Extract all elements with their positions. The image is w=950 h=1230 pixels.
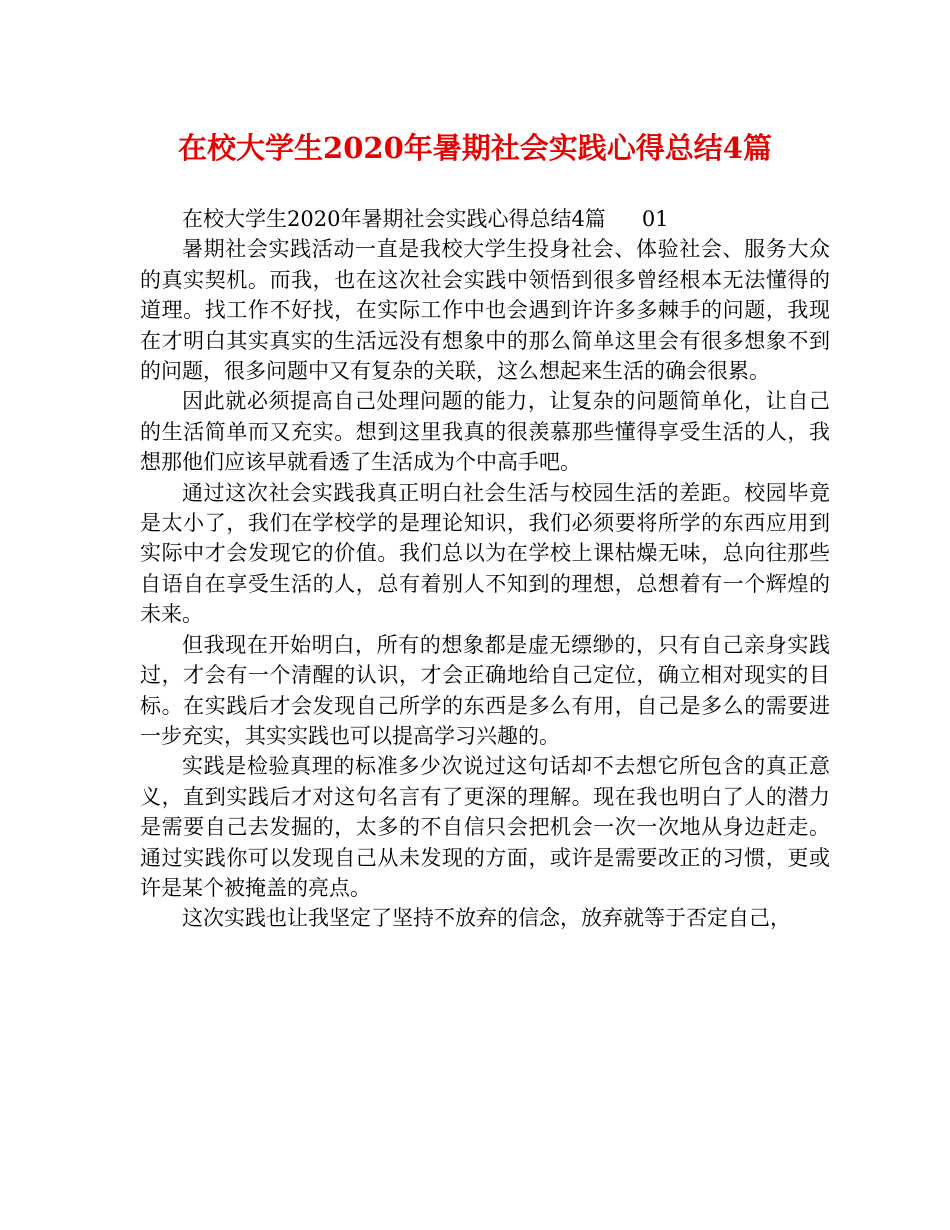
paragraph-2: 因此就必须提高自己处理问题的能力，让复杂的问题简单化，让自己的生活简单而又充实。想到这里我真的很羡慕那些懂得享受生活的人，我想那他们应该早就看透了生活成为个中高手吧。 bbox=[140, 389, 830, 475]
document-subtitle-number: 01 bbox=[641, 207, 669, 231]
paragraph-5: 实践是检验真理的标准多少次说过这句话却不去想它所包含的真正意义，直到实践后才对这句名言有了更深的理解。现在我也明白了人的潜力是需要自己去发掘的，太多的不自信只会把机会一次一次地从身边赶走。通过实践你可以发现自己从未发现的方面，或许是需要改正的习惯，更或许是某个被掩盖的亮点。 bbox=[140, 754, 830, 900]
paragraph-6: 这次实践也让我坚定了坚持不放弃的信念，放弃就等于否定自己， bbox=[182, 906, 791, 931]
document-title: 在校大学生2020年暑期社会实践心得总结4篇 bbox=[178, 131, 772, 165]
paragraph-3: 通过这次社会实践我真正明白社会生活与校园生活的差距。校园毕竟是太小了，我们在学校学的是理论知识，我们必须要将所学的东西应用到实际中才会发现它的价值。我们总以为在学校上课枯燥无味，总向往那些自语自在享受生活的人，总有着别人不知到的理想，总想着有一个辉煌的未来。 bbox=[140, 480, 830, 627]
paragraph-1: 暑期社会实践活动一直是我校大学生投身社会、体验社会、服务大众的真实契机。而我，也在这次社会实践中领悟到很多曾经根本无法懂得的道理。找工作不好找，在实际工作中也会遇到许许多多棘手的问题，我现在才明白其实真实的生活远没有想象中的那么简单这里会有很多想象不到的问题，很多问题中又有复杂的关联，这么想起来生活的确会很累。 bbox=[140, 237, 830, 384]
document-body bbox=[140, 204, 830, 934]
paragraph-4: 但我现在开始明白，所有的想象都是虚无缥缈的，只有自己亲身实践过，才会有一个清醒的认识，才会正确地给自己定位，确立相对现实的目标。在实践后才会发现自己所学的东西是多么有用，自己是多么的需要进一步充实，其实实践也可以提高学习兴趣的。 bbox=[140, 632, 830, 748]
document-subtitle: 在校大学生2020年暑期社会实践心得总结4篇 bbox=[182, 207, 606, 231]
document-subtitle-line bbox=[140, 204, 830, 234]
